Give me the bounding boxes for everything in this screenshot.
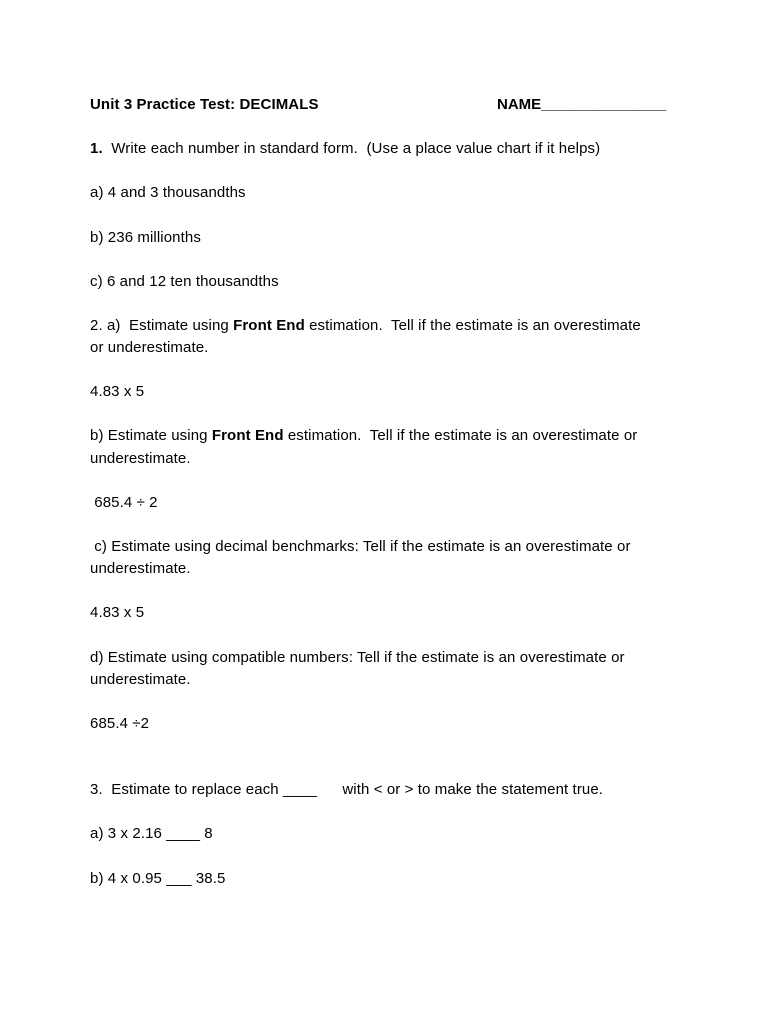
question-3a: a) 3 x 2.16 ____ 8 — [90, 825, 213, 842]
question-2b-front-end: Front End — [211, 427, 284, 444]
question-1b: b) 236 millionths — [90, 229, 201, 246]
question-1-text: Write each number in standard form. (Use a place value chart if it helps) — [102, 140, 601, 157]
test-title: Unit 3 Practice Test: DECIMALS — [90, 96, 319, 113]
question-2b-prompt-line2: underestimate. — [90, 450, 191, 467]
question-3-prompt: 3. Estimate to replace each ____ with < or > to make the statement true. — [90, 781, 604, 798]
question-2b-expression: 685.4 ÷ 2 — [90, 494, 158, 511]
question-2a-text-post: estimation. Tell if the estimate is an overestimate — [304, 317, 641, 334]
question-2c-prompt-line2: underestimate. — [90, 560, 191, 577]
question-2b-text-post: estimation. Tell if the estimate is an overestimate or — [283, 427, 638, 444]
question-1c: c) 6 and 12 ten thousandths — [90, 273, 279, 290]
question-3b: b) 4 x 0.95 ___ 38.5 — [90, 870, 226, 887]
question-2b-text-pre: b) Estimate using — [90, 427, 212, 444]
question-2d-expression: 685.4 ÷2 — [90, 715, 150, 732]
question-2c-expression: 4.83 x 5 — [90, 604, 145, 621]
question-2a-prompt-line2: or underestimate. — [90, 339, 209, 356]
question-1a: a) 4 and 3 thousandths — [90, 184, 246, 201]
question-2a-front-end: Front End — [233, 317, 305, 334]
question-1-prompt — [90, 138, 600, 160]
name-field-label: NAME_______________ — [497, 96, 667, 113]
question-2d-prompt-line2: underestimate. — [90, 671, 191, 688]
question-2a-text-pre: 2. a) Estimate using — [90, 317, 234, 334]
question-1-number: 1. — [90, 140, 103, 157]
question-2b-prompt-line1 — [90, 425, 637, 447]
question-2c-prompt-line1: c) Estimate using decimal benchmarks: Tell if the estimate is an overestimate or — [90, 538, 631, 555]
question-2a-prompt-line1 — [90, 315, 641, 337]
question-2d-prompt-line1: d) Estimate using compatible numbers: Tell if the estimate is an overestimate or — [90, 649, 625, 666]
question-2a-expression: 4.83 x 5 — [90, 383, 145, 400]
